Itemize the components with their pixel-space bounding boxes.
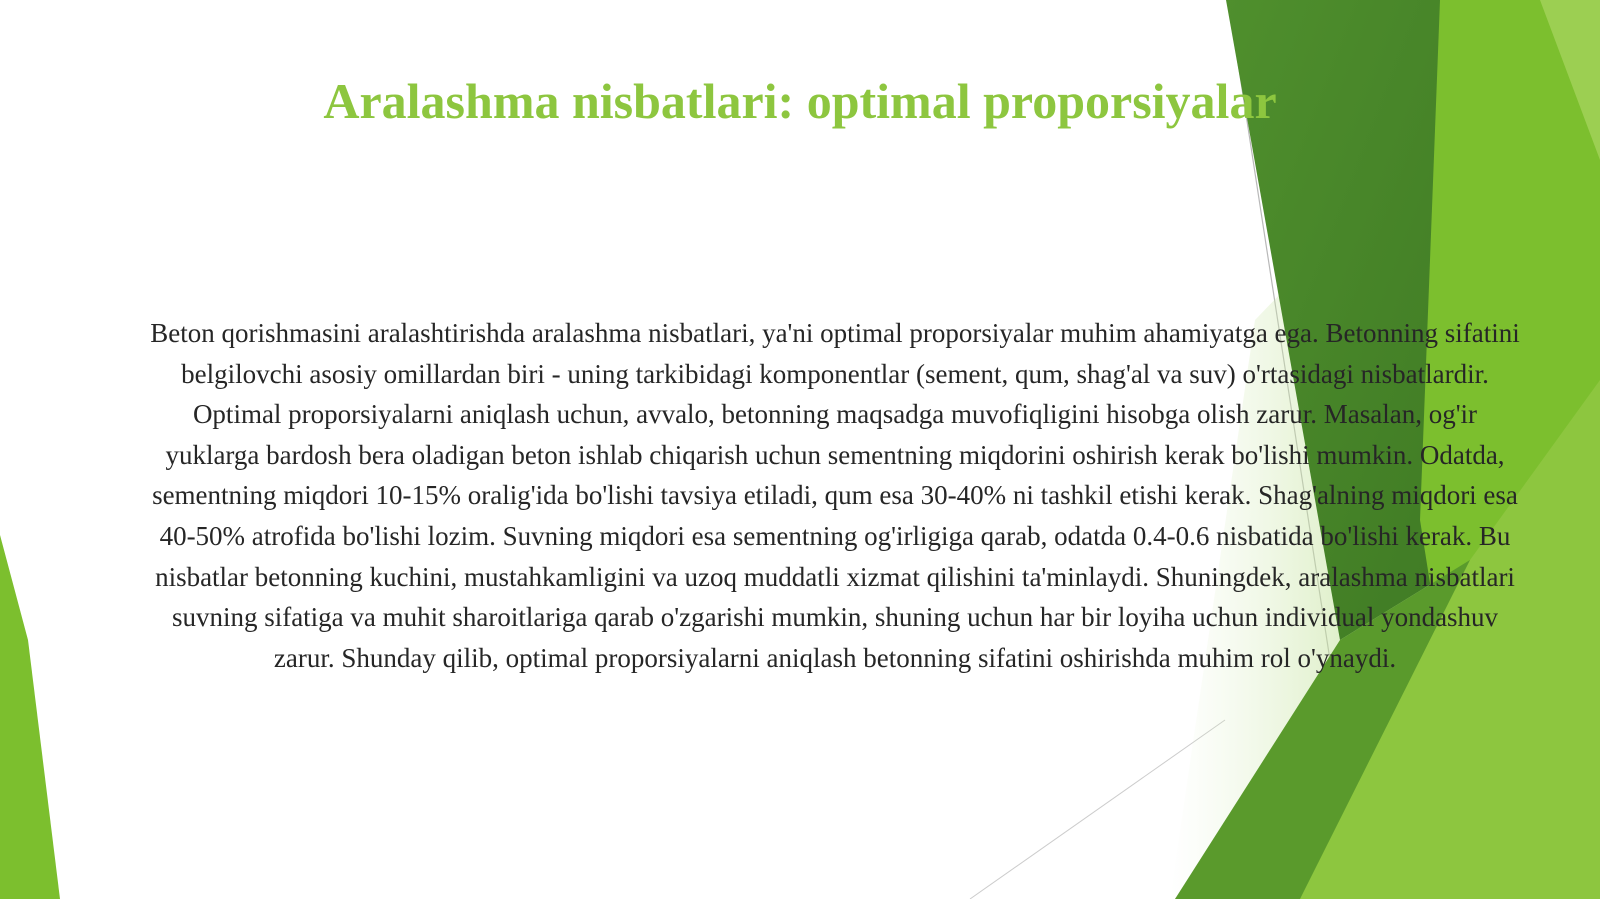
slide-title: Aralashma nisbatlari: optimal proporsiyalar (323, 73, 1277, 129)
slide-body-text: Beton qorishmasini aralashtirishda aralashma nisbatlari, ya'ni optimal proporsiyalar muhim ahamiyatga ega. Betonning sifatini belgilovchi asosiy omillardan biri - uning tarkibidagi komponentlar (sement, qum, shag'al va suv) o'rtasidagi nisbatlardir. Optimal proporsiyalarni aniqlash uchun, avvalo, betonning maqsadga muvofiqligini hisobga olish zarur. Masalan, og'ir yuklarga bardosh bera oladigan beton ishlab chiqarish uchun sementning miqdorini oshirish kerak bo'lishi mumkin. Odatda, sementning miqdori 10-15% oralig'ida bo'lishi tavsiya etiladi, qum esa 30-40% ni tashkil etishi kerak. Shag'alning miqdori esa 40-50% atrofida bo'lishi lozim. Suvning miqdori esa sementning og'irligiga qarab, odatda 0.4-0.6 nisbatida bo'lishi kerak. Bu nisbatlar betonning kuchini, mustahkamligini va uzoq muddatli xizmat qilishini ta'minlaydi. Shuningdek, aralashma nisbatlari suvning sifatiga va muhit sharoitlariga qarab o'zgarishi mumkin, shuning uchun har bir loyiha uchun individual yondashuv zarur. Shunday qilib, optimal proporsiyalarni aniqlash betonning sifatini oshirishda muhim rol o'ynaydi. (150, 318, 1520, 673)
left-green-shape (0, 535, 60, 899)
